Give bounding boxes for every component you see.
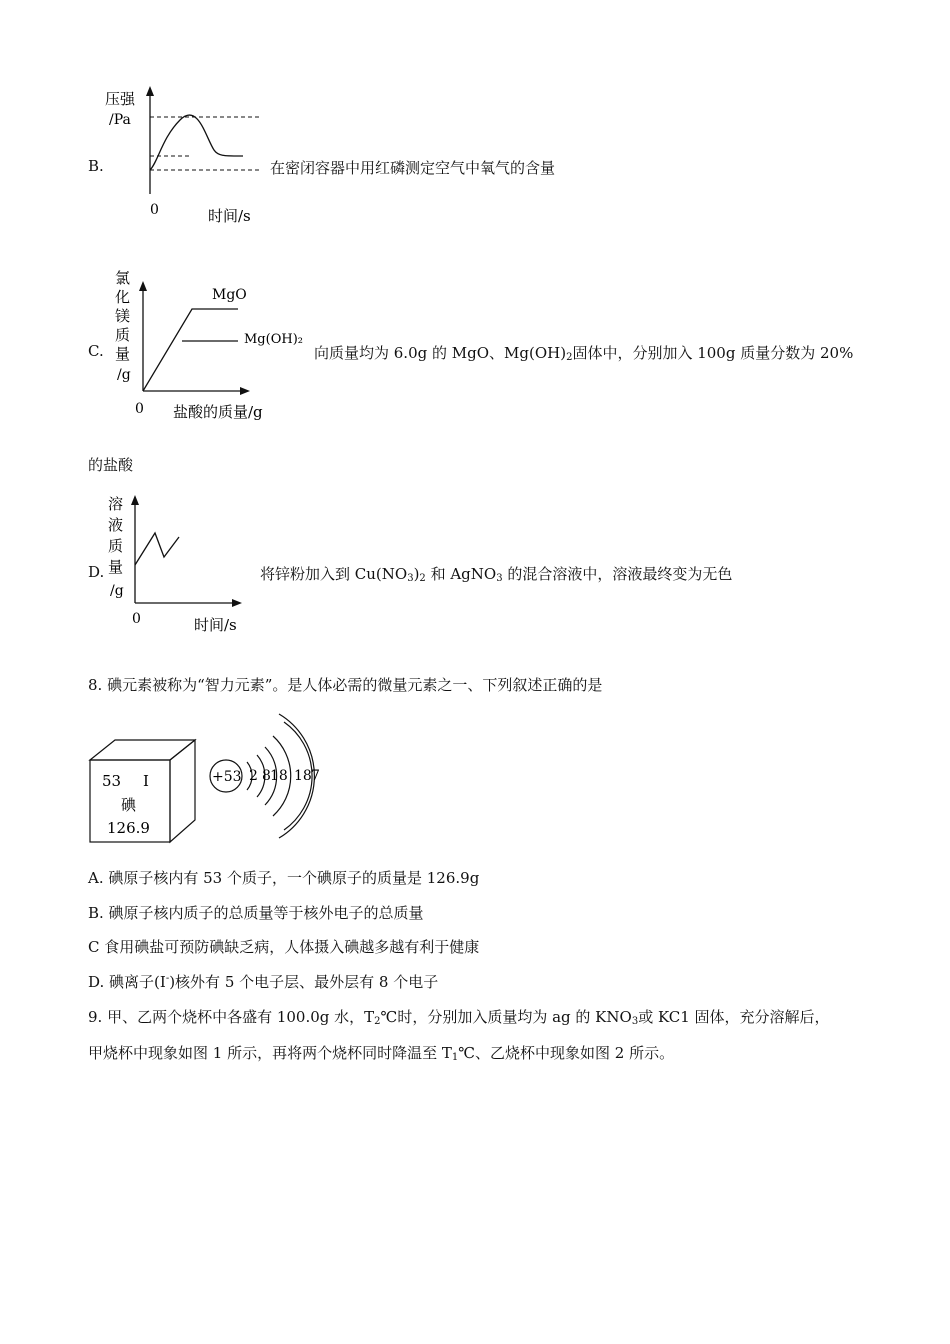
option-d-sub-2: 2 <box>419 573 426 584</box>
element-number: 53 <box>102 772 122 790</box>
graph-c-origin: 0 <box>135 401 144 417</box>
graph-d-y-char: /g <box>110 583 124 599</box>
option-c-text-2: 固体中，分别加入 100g 质量分数为 20% <box>572 344 854 362</box>
option-d-text-2: ) <box>413 565 420 583</box>
graph-c-y-char: /g <box>117 367 131 383</box>
graph-b-y-label: 压强 <box>105 90 136 108</box>
element-name: 碘 <box>121 796 137 814</box>
graph-c-series-mgo <box>143 309 238 391</box>
element-mass: 126.9 <box>107 819 150 837</box>
q8-option-d-text-2: )核外有 5 个电子层、最外层有 8 个电子 <box>169 973 439 991</box>
option-d-text-4: 的混合溶液中，溶液最终变为无色 <box>502 565 733 583</box>
graph-b-x-label: 时间/s <box>208 207 251 225</box>
graph-c-x-label: 盐酸的质量/g <box>173 403 263 421</box>
option-b-label: B. <box>88 157 104 175</box>
graph-c-label-mgo: MgO <box>212 287 247 303</box>
q9-line-1 <box>88 1006 830 1027</box>
shell-electrons: 8 <box>262 768 271 784</box>
graph-c-y-char: 量 <box>115 345 131 363</box>
graph-b-origin: 0 <box>150 202 159 218</box>
graph-c-y-char: 氯 <box>115 269 131 287</box>
shell-electrons: 18 <box>294 768 312 784</box>
graph-d-curve <box>135 533 179 565</box>
option-d-label: D. <box>88 563 105 581</box>
shell-electrons: 7 <box>311 768 320 784</box>
q8-option-d-text-1: D. 碘离子(I <box>88 973 166 991</box>
q8-option-b[interactable]: B. 碘原子核内质子的总质量等于核外电子的总质量 <box>88 904 424 922</box>
q9-l1-a: 9. 甲、乙两个烧杯中各盛有 100.0g 水，T <box>88 1008 375 1026</box>
graph-c-y-arrow <box>139 281 147 291</box>
graph-d-y-char: 溶 <box>108 495 124 513</box>
graph-c-y-char: 镁 <box>115 307 131 325</box>
q9-l1-sub: 2 <box>374 1016 381 1027</box>
option-c-text-1: 向质量均为 6.0g 的 MgO、Mg(OH) <box>314 344 567 362</box>
element-symbol: I <box>143 772 149 790</box>
q9-l1-b: ℃时，分别加入质量均为 ag 的 KNO <box>380 1008 632 1026</box>
graph-c-y-char: 化 <box>115 288 131 306</box>
q8-stem: 8. 碘元素被称为“智力元素”。是人体必需的微量元素之一、下列叙述正确的是 <box>88 676 603 694</box>
graph-c-label-mgoh2: Mg(OH)₂ <box>244 332 303 347</box>
option-c-continuation: 的盐酸 <box>88 456 134 474</box>
q8-option-a[interactable]: A. 碘原子核内有 53 个质子，一个碘原子的质量是 126.9g <box>88 869 480 887</box>
graph-d-y-char: 量 <box>108 558 124 576</box>
q9-line-2 <box>88 1042 674 1063</box>
graph-d-y-char: 液 <box>108 516 124 534</box>
option-c-text <box>314 342 853 363</box>
option-c-sub: 2 <box>566 352 573 363</box>
graph-d-y-char: 质 <box>108 537 124 555</box>
q9-l1-sub2: 3 <box>631 1016 639 1027</box>
graph-d-y-arrow <box>131 495 139 505</box>
option-d-sub-1: 3 <box>407 573 414 584</box>
iodine-figure <box>85 700 335 850</box>
graph-b-y-arrow <box>146 86 154 96</box>
q9-l2-b: ℃、乙烧杯中现象如图 2 所示。 <box>458 1044 675 1062</box>
q9-l1-c: 或 KC1 固体，充分溶解后， <box>638 1008 830 1026</box>
solution-mass-graph <box>100 485 260 640</box>
shell-electrons: 18 <box>270 768 288 784</box>
option-d-text-1: 将锌粉加入到 Cu(NO <box>260 565 408 583</box>
graph-b-y-unit: /Pa <box>109 112 131 128</box>
q8-option-d[interactable] <box>88 971 438 992</box>
magnesium-chloride-graph <box>110 265 310 425</box>
option-d-sub-3: 3 <box>496 573 503 584</box>
q8-option-c[interactable]: C 食用碘盐可预防碘缺乏病，人体摄入碘越多越有利于健康 <box>88 938 480 956</box>
graph-b-curve <box>150 115 243 170</box>
graph-d-x-label: 时间/s <box>194 616 237 634</box>
q9-l2-a: 甲烧杯中现象如图 1 所示，再将两个烧杯同时降温至 T <box>88 1044 452 1062</box>
option-c-label: C. <box>88 342 104 360</box>
graph-c-x-arrow <box>240 387 250 395</box>
option-d-text <box>260 563 732 584</box>
graph-c-y-char: 质 <box>115 326 131 344</box>
atom-diagram <box>210 714 320 838</box>
graph-d-origin: 0 <box>132 611 141 627</box>
pressure-time-graph <box>100 80 270 230</box>
element-cube <box>90 740 195 842</box>
graph-d-x-arrow <box>232 599 242 607</box>
q8-option-d-sup: - <box>165 973 170 984</box>
option-d-text-3: 和 AgNO <box>425 565 497 583</box>
shell-electrons: 2 <box>249 768 258 784</box>
option-b-text: 在密闭容器中用红磷测定空气中氧气的含量 <box>270 159 556 177</box>
nucleus-charge: +53 <box>212 769 242 785</box>
q9-l2-sub: 1 <box>451 1052 459 1063</box>
